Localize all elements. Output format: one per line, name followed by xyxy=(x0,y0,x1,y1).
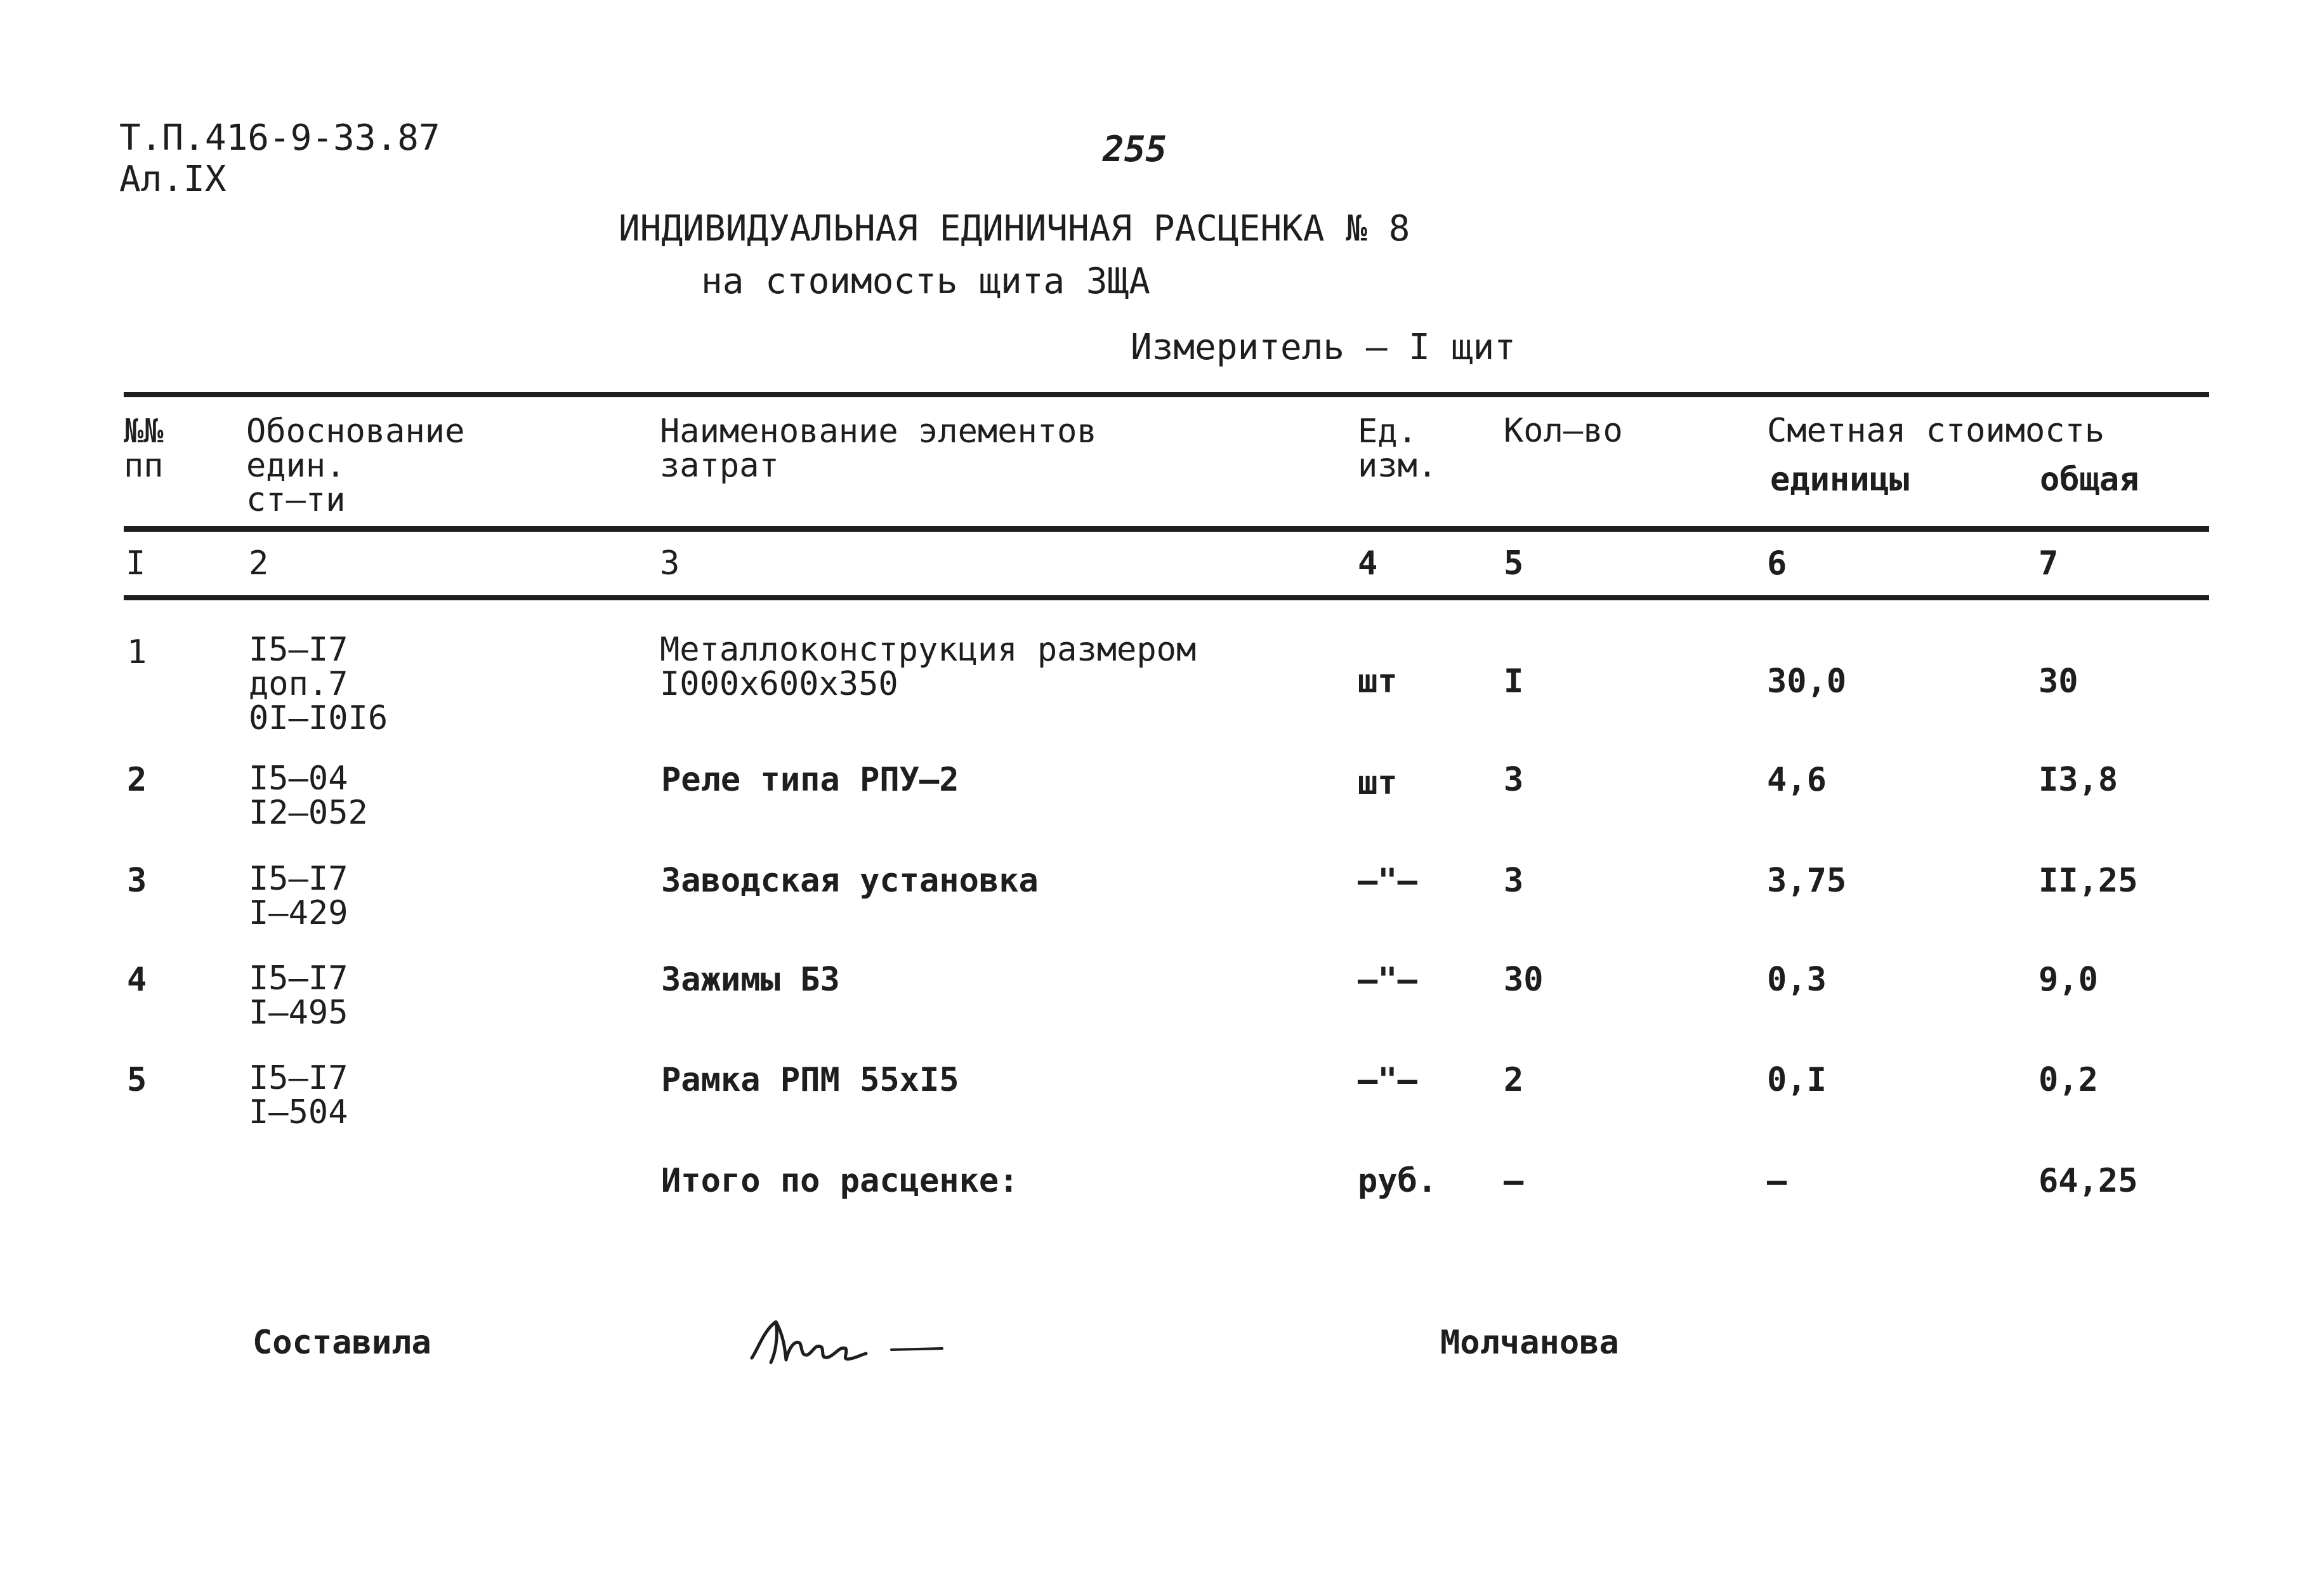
row-cost-unit: 0,I xyxy=(1767,1061,1827,1099)
row-cost-unit: 0,3 xyxy=(1767,961,1827,999)
measure-unit: Измеритель – I щит xyxy=(1131,327,1516,368)
row-cost-unit: 4,6 xyxy=(1767,761,1827,799)
table-top-rule xyxy=(124,392,2209,397)
compiler-name: Молчанова xyxy=(1440,1324,1619,1362)
total-unit: руб. xyxy=(1358,1162,1438,1200)
row-cost-total: I3,8 xyxy=(2038,761,2118,799)
row-qty: 3 xyxy=(1504,761,1524,799)
row-name: Металлоконструкция размером I000x600x350 xyxy=(660,631,1197,703)
doc-code: Т.П.416-9-33.87 xyxy=(119,117,440,159)
row-cost-total: 9,0 xyxy=(2038,961,2098,999)
row-cost-total: 0,2 xyxy=(2038,1061,2098,1099)
document-subtitle: на стоимость щита ЗЩА xyxy=(701,261,1151,302)
header-bottom-rule xyxy=(124,526,2209,532)
row-cost-total: II,25 xyxy=(2038,862,2138,900)
row-unit: шт xyxy=(1358,662,1398,701)
row-name: Заводская установка xyxy=(661,862,1039,900)
row-basis: I5–04 I2–052 xyxy=(249,760,368,832)
total-cost-total: 64,25 xyxy=(2038,1162,2138,1200)
row-qty: I xyxy=(1504,662,1524,701)
row-qty: 3 xyxy=(1504,862,1524,900)
row-basis: I5–I7 доп.7 0I–I0I6 xyxy=(249,631,388,737)
row-name: Зажимы БЗ xyxy=(661,961,840,999)
row-num: 3 xyxy=(127,862,147,900)
row-cost-unit: 3,75 xyxy=(1767,862,1847,900)
col-number: 2 xyxy=(249,544,269,583)
header-num: №№ пп xyxy=(124,412,164,485)
col-number: 5 xyxy=(1504,544,1524,583)
col-number: 7 xyxy=(2038,544,2059,583)
row-qty: 2 xyxy=(1504,1061,1524,1099)
document-title: ИНДИВИДУАЛЬНАЯ ЕДИНИЧНАЯ РАСЦЕНКА № 8 xyxy=(619,208,1410,249)
column-numbers-rule xyxy=(124,595,2209,600)
col-number: 3 xyxy=(660,544,680,583)
header-cost-total: общая xyxy=(2040,461,2139,499)
row-num: 5 xyxy=(127,1061,147,1099)
row-basis: I5–I7 I–504 xyxy=(249,1059,348,1131)
header-cost-unit: единицы xyxy=(1770,461,1910,499)
row-num: 1 xyxy=(127,633,147,671)
header-basis: Обоснование един. ст–ти xyxy=(246,412,465,519)
row-basis: I5–I7 I–495 xyxy=(249,959,348,1032)
row-num: 4 xyxy=(127,961,147,999)
row-unit: –"– xyxy=(1358,862,1417,900)
row-cost-unit: 30,0 xyxy=(1767,662,1847,701)
row-cost-total: 30 xyxy=(2038,662,2078,701)
row-unit: –"– xyxy=(1358,961,1417,999)
col-number: 4 xyxy=(1358,544,1378,583)
album-number: Ал.IX xyxy=(119,159,226,200)
total-cost-unit: – xyxy=(1767,1162,1787,1200)
row-num: 2 xyxy=(127,761,147,799)
row-qty: 30 xyxy=(1504,961,1544,999)
total-qty: – xyxy=(1504,1162,1524,1200)
col-number: 6 xyxy=(1767,544,1787,583)
total-label: Итого по расценке: xyxy=(661,1162,1019,1200)
page-number: 255 xyxy=(1103,129,1167,170)
signature xyxy=(739,1304,968,1374)
row-unit: –"– xyxy=(1358,1061,1417,1099)
header-cost-group: Сметная стоимость xyxy=(1767,412,2105,450)
header-qty: Кол–во xyxy=(1504,412,1623,450)
row-name: Реле типа РПУ–2 xyxy=(661,761,959,799)
col-number: I xyxy=(126,544,146,583)
row-name: Рамка РПМ 55xI5 xyxy=(661,1061,959,1099)
header-name: Наименование элементов затрат xyxy=(660,412,1097,485)
compiled-by-label: Составила xyxy=(253,1324,431,1362)
header-unit: Ед. изм. xyxy=(1358,412,1438,485)
row-unit: шт xyxy=(1358,764,1398,802)
row-basis: I5–I7 I–429 xyxy=(249,860,348,932)
